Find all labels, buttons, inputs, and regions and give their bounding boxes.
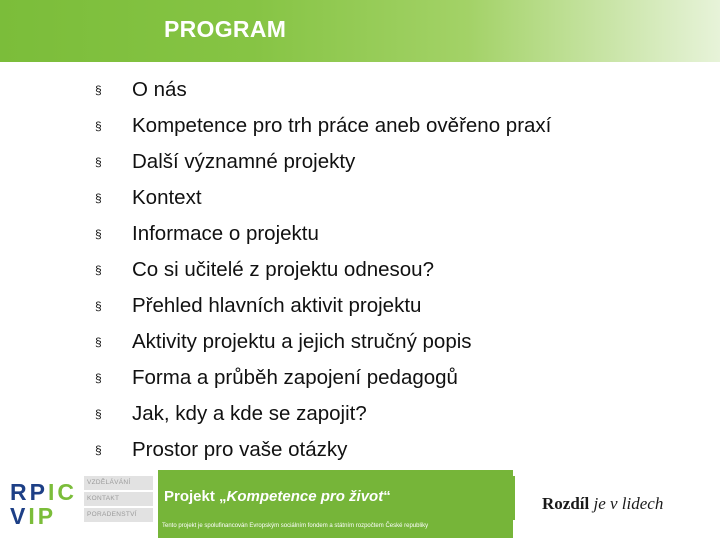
agenda-list	[95, 72, 551, 468]
logo-tag: KONTAKT	[84, 492, 153, 506]
header-bar	[0, 0, 720, 62]
project-title-prefix: Projekt „	[164, 488, 227, 505]
logo-tag: PORADENSTVÍ	[84, 508, 153, 522]
bullet-icon: §	[95, 191, 102, 205]
list-item-label: Kontext	[132, 186, 202, 209]
bullet-icon: §	[95, 299, 102, 313]
bullet-icon: §	[95, 443, 102, 457]
list-item-label: Informace o projektu	[132, 222, 319, 245]
slogan	[542, 494, 663, 514]
project-title	[164, 488, 391, 505]
slogan-italic: je v lidech	[589, 494, 664, 513]
list-item-label: Aktivity projektu a jejich stručný popis	[132, 330, 472, 353]
bullet-icon: §	[95, 83, 102, 97]
page-title: PROGRAM	[164, 16, 287, 42]
list-item	[95, 108, 551, 144]
list-item-label: Co si učitelé z projektu odnesou?	[132, 258, 434, 281]
list-item	[95, 360, 551, 396]
list-item	[95, 288, 551, 324]
list-item	[95, 216, 551, 252]
rpic-vip-logo	[10, 480, 80, 528]
slogan-bold: Rozdíl	[542, 494, 590, 513]
project-name: Kompetence pro život	[226, 488, 384, 505]
bullet-icon: §	[95, 263, 102, 277]
bullet-icon: §	[95, 335, 102, 349]
bullet-icon: §	[95, 155, 102, 169]
list-item	[95, 180, 551, 216]
logo-text: RP	[10, 479, 48, 505]
bullet-icon: §	[95, 227, 102, 241]
list-item	[95, 144, 551, 180]
bullet-icon: §	[95, 407, 102, 421]
footer	[0, 458, 720, 540]
logo-tag: VZDĚLÁVÁNÍ	[84, 476, 153, 490]
bullet-icon: §	[95, 371, 102, 385]
list-item-label: Přehled hlavních aktivit projektu	[132, 294, 422, 317]
list-item-label: Forma a průběh zapojení pedagogů	[132, 366, 458, 389]
list-item-label: Prostor pro vaše otázky	[132, 438, 348, 461]
list-item-label: Kompetence pro trh práce aneb ověřeno praxí	[132, 114, 552, 137]
project-title-suffix: “	[383, 488, 391, 505]
list-item	[95, 72, 551, 108]
list-item-label: O nás	[132, 78, 187, 101]
footer-divider	[513, 476, 515, 520]
list-item-label: Další významné projekty	[132, 150, 356, 173]
list-item-label: Jak, kdy a kde se zapojit?	[132, 402, 367, 425]
project-banner	[158, 470, 513, 538]
logo-text: IC	[47, 479, 77, 505]
bullet-icon: §	[95, 119, 102, 133]
list-item	[95, 396, 551, 432]
logo-text: V	[10, 503, 29, 529]
logo-text: IP	[28, 503, 57, 529]
funding-note: Tento projekt je spolufinancován Evropským sociálním fondem a státním rozpočtem České republiky	[162, 523, 429, 529]
list-item	[95, 252, 551, 288]
list-item	[95, 324, 551, 360]
logo-service-tags	[84, 476, 153, 524]
